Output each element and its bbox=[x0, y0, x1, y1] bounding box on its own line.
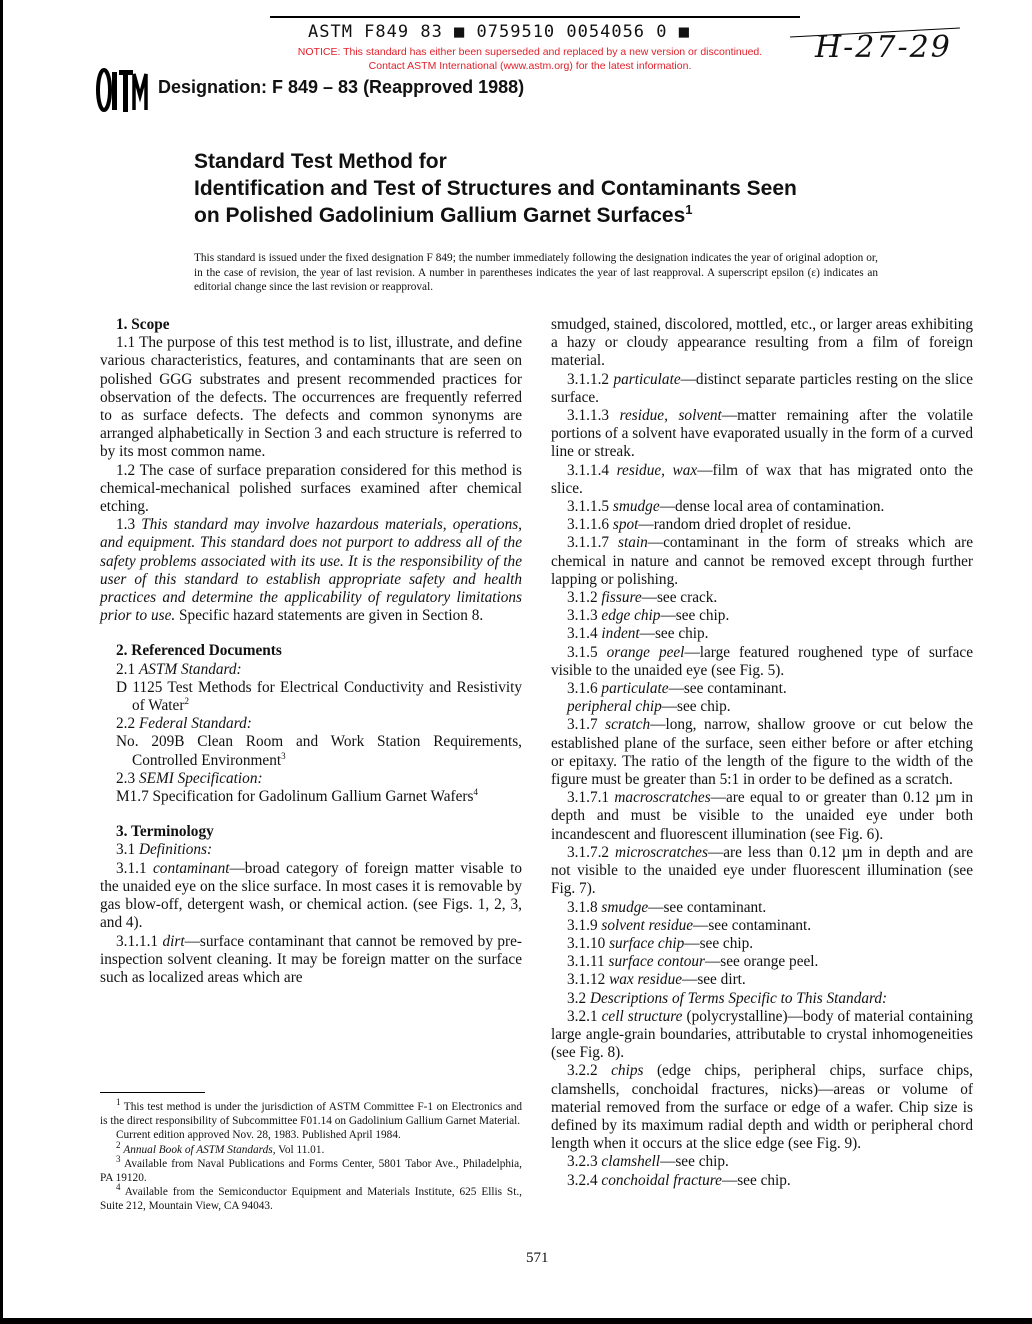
text-run: smudged, stained, discolored, mottled, etc., or larger areas exhibiting a hazy or cloudy appearance resulting from a film of foreign material. bbox=[551, 316, 973, 370]
paragraph bbox=[551, 789, 973, 844]
paragraph bbox=[551, 990, 973, 1008]
footnote-ref: 4 bbox=[116, 1182, 121, 1193]
italic-text: surface contour bbox=[608, 953, 705, 971]
paragraph bbox=[100, 462, 522, 517]
text-run: Vol 11.01. bbox=[275, 1143, 325, 1156]
text-run: 1.3 bbox=[116, 516, 142, 534]
italic-text: Descriptions of Terms Specific to This Standard: bbox=[589, 989, 888, 1007]
paragraph bbox=[100, 661, 522, 679]
paragraph bbox=[551, 971, 973, 989]
italic-text: clamshell bbox=[601, 1153, 661, 1171]
scan-edge-bottom bbox=[0, 1318, 1032, 1324]
designation: Designation: F 849 – 83 (Reapproved 1988) bbox=[158, 77, 525, 97]
paragraph bbox=[551, 534, 973, 589]
paragraph bbox=[551, 716, 973, 789]
footnote bbox=[100, 1128, 522, 1142]
title-line-3 bbox=[194, 202, 797, 229]
text-run: (polycrystalline)—body of material containing large angle-grain boundaries, attributable to crystal inhomogeneities (see Fig. 8). bbox=[551, 1007, 973, 1062]
text-run: —see chip. bbox=[639, 625, 709, 643]
text-run: —see chip. bbox=[684, 934, 754, 952]
paragraph bbox=[551, 462, 973, 498]
spacer bbox=[100, 806, 522, 823]
footnote bbox=[100, 1139, 522, 1157]
text-run: —large featured roughened type of surface visible to the unaided eye (see Fig. 5). bbox=[551, 643, 973, 679]
paragraph bbox=[100, 933, 522, 988]
footnote-ref: 3 bbox=[116, 1154, 121, 1165]
text-run: —see contaminant. bbox=[668, 680, 787, 698]
paragraph bbox=[551, 844, 973, 899]
paragraph bbox=[551, 316, 973, 371]
paragraph bbox=[551, 899, 973, 917]
paragraph bbox=[551, 516, 973, 534]
astm-logo bbox=[96, 66, 148, 114]
text-run: —see dirt. bbox=[682, 971, 746, 989]
text-run: 3.2.4 bbox=[567, 1171, 602, 1189]
reference-entry bbox=[100, 788, 522, 806]
italic-text: microscratches bbox=[615, 843, 708, 861]
italic-text: This standard may involve hazardous materials, operations, and equipment. This standard does not purport to address all of the safety problems associated with its use. It is the responsibility of the user of this standard to establish appropriate safety and health practices and determine the applicability of regulatory limitations prior to use. bbox=[100, 516, 522, 625]
text-run: 3.2.1 bbox=[567, 1007, 602, 1025]
text-run: 3.1.8 bbox=[567, 898, 602, 916]
italic-text: ASTM Standard: bbox=[138, 660, 242, 678]
paragraph bbox=[551, 680, 973, 698]
text-run: Specific hazard statements are given in Section 8. bbox=[175, 607, 484, 625]
text-run: 3.1.4 bbox=[567, 625, 602, 643]
text-run: 3. Terminology bbox=[116, 823, 214, 841]
italic-text: smudge bbox=[601, 898, 649, 916]
text-run: Available from Naval Publications and Forms Center, 5801 Tabor Ave., Philadelphia, PA 19120. bbox=[100, 1157, 522, 1185]
text-run: 3.1.5 bbox=[567, 643, 607, 661]
italic-text: SEMI Specification: bbox=[138, 769, 263, 787]
italic-text: contaminant bbox=[153, 859, 230, 877]
header-rule bbox=[270, 16, 800, 18]
footnote-ref: 3 bbox=[281, 750, 286, 761]
notice-line-1: NOTICE: This standard has either been superseded and replaced by a new version or discontinued. bbox=[297, 46, 763, 58]
title-line-3-text: on Polished Gadolinium Gallium Garnet Surfaces bbox=[194, 204, 686, 227]
paragraph bbox=[100, 516, 522, 625]
text-run: 3.2 bbox=[567, 989, 590, 1007]
footnote bbox=[100, 1097, 522, 1128]
section-heading bbox=[100, 316, 522, 334]
paragraph bbox=[551, 1153, 973, 1171]
text-run: 3.1.1.5 bbox=[567, 498, 613, 516]
document-code-line: ASTM F849 83 ■ 0759510 0054056 0 ■ bbox=[308, 22, 690, 42]
footnote-rule bbox=[100, 1092, 205, 1093]
text-run: 3.1.7.2 bbox=[567, 843, 616, 861]
italic-text: stain bbox=[618, 534, 648, 552]
footnotes bbox=[100, 1097, 522, 1214]
notice-line-2: Contact ASTM International (www.astm.org) for the latest information. bbox=[368, 60, 692, 72]
paragraph bbox=[551, 917, 973, 935]
text-run: 2.2 bbox=[116, 715, 139, 733]
italic-text: cell structure bbox=[601, 1007, 683, 1025]
text-run: —see chip. bbox=[660, 607, 730, 625]
paragraph bbox=[100, 334, 522, 461]
text-run: 3.1.11 bbox=[567, 953, 609, 971]
italic-text: wax residue bbox=[609, 971, 683, 989]
italic-text: smudge bbox=[612, 498, 660, 516]
paragraph bbox=[551, 935, 973, 953]
text-run: 2.3 bbox=[116, 769, 139, 787]
paragraph bbox=[551, 625, 973, 643]
italic-text: edge chip bbox=[601, 607, 661, 625]
text-run: 3.1.7.1 bbox=[567, 789, 615, 807]
text-run: 3.1.9 bbox=[567, 916, 602, 934]
footnote bbox=[100, 1182, 522, 1213]
title-line-1: Standard Test Method for bbox=[194, 150, 447, 173]
text-run: —random dried droplet of residue. bbox=[638, 516, 852, 534]
text-run: —dense local area of contamination. bbox=[659, 498, 885, 516]
text-run: —surface contaminant that cannot be removed by pre-inspection solvent cleaning. It may be foreign matter on the surface such as localized areas which are bbox=[100, 932, 522, 986]
text-run: —broad category of foreign matter visable to the unaided eye on the slice surface. In most cases it is removable by gas blow-off, detergent wash, or chemical action. (see Figs. 1, 2, 3, and 4). bbox=[100, 859, 522, 932]
paragraph bbox=[551, 498, 973, 516]
section-heading bbox=[100, 642, 522, 660]
text-run: 3.1.2 bbox=[567, 589, 602, 607]
paragraph bbox=[100, 841, 522, 859]
text-run: 3.2.2 bbox=[567, 1062, 612, 1080]
paragraph bbox=[551, 953, 973, 971]
italic-text: surface chip bbox=[609, 934, 685, 952]
footnote-ref: 1 bbox=[116, 1097, 121, 1108]
text-run: 3.1.1.3 bbox=[567, 407, 620, 425]
reference-entry bbox=[100, 733, 522, 769]
title-footnote-mark: 1 bbox=[685, 202, 693, 217]
italic-text: particulate bbox=[613, 370, 681, 388]
paragraph bbox=[551, 1172, 973, 1190]
text-run: 3.1.3 bbox=[567, 607, 602, 625]
text-run: —see chip. bbox=[661, 698, 731, 716]
handwritten-note: H-27-29 bbox=[815, 30, 952, 65]
reference-entry bbox=[100, 679, 522, 715]
text-run: 3.1.1.2 bbox=[567, 370, 614, 388]
text-run: 3.1.12 bbox=[567, 971, 610, 989]
text-run: —see crack. bbox=[641, 589, 718, 607]
italic-text: spot bbox=[612, 516, 639, 534]
text-run: 1.1 The purpose of this test method is to list, illustrate, and define various characteristics, features, and contaminants that are seen on polished GGG substrates and present recommended practices for observation of the defects. The occurrences are frequently referred to as surface defects. The defects and common synonyms are arranged alphabetically in Section 3 and each structure is referred to by its most common name. bbox=[100, 334, 522, 461]
text-run: —matter remaining after the volatile portions of a solvent have evaporated usually in the form of a curved line or streak. bbox=[551, 407, 974, 461]
italic-text: solvent residue bbox=[601, 916, 694, 934]
text-run: 2. Referenced Documents bbox=[116, 642, 282, 660]
text-run: (edge chips, peripheral chips, surface chips, clamshells, conchoidal fractures, nicks)—areas or volume of material removed from the surface or edge of a wafer. Chip size is defined by its maximum radial depth and width or peripheral chord length when it occurs at the slice edge (see Fig. 9). bbox=[551, 1062, 974, 1153]
text-run: —see orange peel. bbox=[704, 953, 819, 971]
footnote bbox=[100, 1154, 522, 1185]
italic-text: Definitions: bbox=[138, 841, 213, 859]
paragraph bbox=[551, 698, 973, 716]
text-run: 3.1.1.7 bbox=[567, 534, 619, 552]
text-run: —see contaminant. bbox=[648, 898, 767, 916]
text-run: 3.1.1.6 bbox=[567, 516, 613, 534]
page-number: 571 bbox=[526, 1250, 549, 1266]
text-run: 3.1.10 bbox=[567, 934, 610, 952]
italic-text: residue, solvent bbox=[619, 407, 722, 425]
text-run: Available from the Semiconductor Equipment and Materials Institute, 625 Ellis St., Suite 212, Mountain View, CA 94043. bbox=[100, 1186, 522, 1213]
italic-text: particulate bbox=[601, 680, 669, 698]
text-run: —long, narrow, shallow groove or cut below the established plane of the surface, seen either before or after etching or epitaxy. The ratio of the length of the figure to the width of the figure must be greater than 5:1 in order to be defined as a scratch. bbox=[551, 716, 973, 789]
text-run: M1.7 Specification for Gadolinum Gallium Garnet Wafers bbox=[116, 788, 474, 806]
italic-text: chips bbox=[611, 1062, 644, 1080]
text-run: 3.1.6 bbox=[567, 680, 602, 698]
footnote-ref: 2 bbox=[116, 1139, 121, 1150]
text-run: Current edition approved Nov. 28, 1983. Published April 1984. bbox=[116, 1129, 401, 1142]
paragraph bbox=[551, 407, 973, 462]
italic-text: indent bbox=[601, 625, 640, 643]
italic-text: residue, wax bbox=[616, 461, 698, 479]
text-run: —see chip. bbox=[721, 1171, 791, 1189]
paragraph bbox=[551, 589, 973, 607]
right-column bbox=[551, 316, 973, 1190]
text-run: —are equal to or greater than 0.12 µm in depth and must be visible to the unaided eye under both incandescent and fluorescent illumination (see Fig. 6). bbox=[551, 789, 973, 843]
italic-text: Annual Book of ASTM Standards, bbox=[123, 1143, 276, 1156]
paragraph bbox=[551, 1062, 973, 1153]
text-run: 3.1.1.4 bbox=[567, 461, 617, 479]
left-column bbox=[100, 316, 522, 987]
text-run: 3.1.1 bbox=[116, 859, 154, 877]
text-run: 3.2.3 bbox=[567, 1153, 602, 1171]
text-run: 3.1 bbox=[116, 841, 139, 859]
document-title bbox=[194, 148, 797, 229]
italic-text: scratch bbox=[605, 716, 651, 734]
italic-text: Federal Standard: bbox=[138, 715, 252, 733]
text-run: —are less than 0.12 µm in depth and are not visible to the unaided eye under fluorescent illumination (see Fig. 7). bbox=[551, 843, 973, 898]
paragraph bbox=[100, 770, 522, 788]
italic-text: dirt bbox=[162, 932, 185, 950]
text-run: 3.1.1.1 bbox=[116, 932, 163, 950]
section-heading bbox=[100, 823, 522, 841]
text-run: —contaminant in the form of streaks which are chemical in nature and cannot be removed except through further lapping or polishing. bbox=[551, 534, 973, 588]
scan-edge-left bbox=[0, 0, 3, 1324]
italic-text: fissure bbox=[601, 589, 642, 607]
title-line-2: Identification and Test of Structures and Contaminants Seen bbox=[194, 177, 797, 200]
intro-note: This standard is issued under the fixed designation F 849; the number immediately following the designation indicates the year of original adoption or, in the case of revision, the year of last revision. A number in parentheses indicates the year of last reapproval. A superscript epsilon (ε) indicates an editorial change since the last revision or reapproval. bbox=[194, 252, 878, 293]
footnote-ref: 4 bbox=[473, 786, 478, 797]
text-run: 2.1 bbox=[116, 660, 139, 678]
text-run: —see chip. bbox=[660, 1153, 729, 1171]
italic-text: peripheral chip bbox=[567, 698, 662, 716]
text-run: This test method is under the jurisdiction of ASTM Committee F-1 on Electronics and is the direct responsibility of Subcommittee F01.14 on Gadolinium Gallium Garnet Material. bbox=[100, 1101, 522, 1128]
text-run: 1. Scope bbox=[116, 316, 170, 333]
text-run: —see contaminant. bbox=[693, 916, 812, 934]
spacer bbox=[100, 625, 522, 642]
text-run: —distinct separate particles resting on the slice surface. bbox=[551, 370, 973, 406]
text-run: No. 209B Clean Room and Work Station Requirements, Controlled Environment bbox=[116, 733, 522, 769]
paragraph bbox=[551, 644, 973, 680]
paragraph bbox=[551, 1008, 973, 1063]
text-run: —film of wax that has migrated onto the slice. bbox=[551, 461, 973, 497]
footnote-ref: 2 bbox=[184, 695, 189, 706]
text-run: 3.1.7 bbox=[567, 716, 606, 734]
text-run: 1.2 The case of surface preparation considered for this method is chemical-mechanical polished surfaces examined after chemical etching. bbox=[100, 461, 522, 516]
text-run: D 1125 Test Methods for Electrical Conductivity and Resistivity of Water bbox=[116, 678, 522, 715]
italic-text: orange peel bbox=[606, 643, 685, 661]
italic-text: macroscratches bbox=[614, 789, 711, 807]
italic-text: conchoidal fracture bbox=[601, 1171, 722, 1189]
paragraph bbox=[551, 371, 973, 407]
paragraph bbox=[551, 607, 973, 625]
paragraph bbox=[100, 715, 522, 733]
paragraph bbox=[100, 860, 522, 933]
